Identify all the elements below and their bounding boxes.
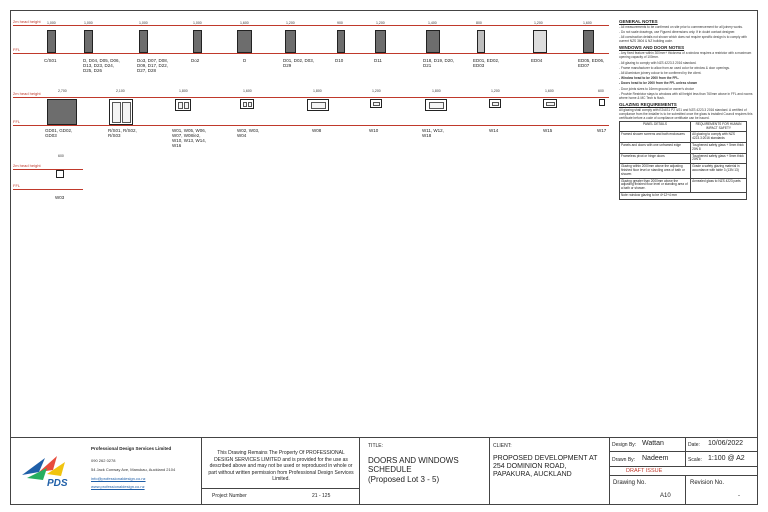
drawing-title: DOORS AND WINDOWS SCHEDULE: [368, 456, 459, 474]
dim-r2-7: 1,800: [432, 89, 441, 93]
window-w11: [425, 99, 447, 111]
dim-r2-2: 2,100: [116, 89, 125, 93]
table-cell: Annealed glass to NZS 4223 parts: [691, 178, 747, 192]
glazing-note: All glazing shall comply with E2/AS1 P2 4/21 and NZS 4223.3 2016 standard. A certified of compliance from the installer is to be submitted once the glass is installed Council requires this certificate before a code of compliance certificate can be issued.: [619, 107, 753, 120]
scale-value: 1:100 @ A2: [708, 455, 745, 462]
scale-cell: [685, 451, 757, 466]
dim-r2-4: 1,600: [243, 89, 252, 93]
ffl-line: [13, 53, 609, 54]
date-value: 10/06/2022: [708, 440, 744, 447]
table-header-cell: PANEL DETAILS: [620, 121, 691, 132]
door-ed04: [533, 30, 547, 53]
door-d01: [285, 30, 296, 53]
wd-notes-title: WINDOWS AND DOOR NOTES: [619, 45, 685, 51]
table-cell: Grade a safety glazing material in accordance with table 3 (13N 13): [691, 164, 747, 178]
table-cell: Toughened safety glass + 5mm thick 20N 8: [691, 153, 747, 164]
window-w03: [56, 170, 64, 178]
table-cell: Panels and doors with one unframed edge: [620, 143, 691, 154]
table-row: [620, 193, 747, 200]
ffl-line-2: [13, 125, 609, 126]
design-by-label: Design By:: [612, 442, 637, 448]
company-cell: [89, 438, 201, 505]
dim-r2-8: 1,200: [491, 89, 500, 93]
drawing-subtitle: (Proposed Lot 3 - 5): [368, 475, 440, 484]
table-cell: All glazing to comply with NZS 4223.3:2016 standards: [691, 132, 747, 143]
label-w17: W17: [597, 128, 607, 133]
company-name: Professional Design Services Limited: [91, 446, 172, 451]
table-cell: Note: window glazing to be 4+12+4 mm: [620, 193, 747, 200]
issue-status: DRAFT ISSUE: [626, 468, 663, 474]
dim-12: 1,600: [583, 21, 592, 25]
head-height-label-3: 2m head height: [13, 163, 41, 168]
table-cell: Glazing within 2000mm above the adjusting finished floor level or standing area of bath or shower.: [620, 164, 691, 178]
head-line-2: [13, 97, 609, 98]
window-w01: [175, 99, 191, 111]
door-d: [84, 30, 93, 53]
door-do3: [139, 30, 148, 53]
table-cell: Glazing greater than 2000mm above the adjusting finished floor level or standing area of a bath or shower.: [620, 178, 691, 192]
window-w08: [307, 99, 329, 111]
dim-7: 900: [337, 21, 343, 25]
label-rs01: R/S01, R/S02, R/S03: [108, 128, 137, 138]
glazing-table: [619, 121, 747, 200]
dim-3: 1,000: [139, 21, 148, 25]
drawn-by-cell: [609, 451, 685, 466]
drawing-no-value: A10: [660, 493, 671, 499]
project-number: 21 - 125: [312, 493, 331, 499]
dim-r2-5: 1,800: [313, 89, 322, 93]
table-row: [620, 143, 747, 154]
door-ed05: [583, 30, 594, 53]
client-label: CLIENT:: [493, 443, 512, 449]
general-note: - All measurements to be confirmed on site prior to commencement for all joinery works.: [619, 25, 743, 29]
window-w10: [370, 99, 382, 108]
table-row: [620, 153, 747, 164]
label-w02: W02, W03, W04: [237, 128, 260, 138]
label-d01: D01, D02, D03, D29: [283, 58, 315, 68]
head-line-3: [13, 169, 83, 170]
glazing-title: GLAZING REQUIREMENTS: [619, 101, 677, 107]
label-w08: W08: [312, 128, 322, 133]
label-w03: W03: [55, 195, 65, 200]
label-ed01: ED01, ED02, ED03: [473, 58, 500, 68]
label-do2: Do2: [191, 58, 200, 63]
notes-panel: [619, 17, 755, 200]
dim-5: 1,600: [240, 21, 249, 25]
copyright-text: This Drawing Remains The Property Of PROFESSIONAL DESIGN SERVICES LIMITED and is provided for the use as described above and may not be used or reproduced in whole or part without written permission from Professional Design Services Limited.: [208, 450, 354, 482]
design-by-value: Wattan: [642, 440, 664, 447]
revision-cell: [685, 475, 757, 505]
logo-text: PDS: [47, 478, 68, 489]
garage-door: [47, 99, 77, 125]
label-d: D, D04, D05, D06, D13, D23, D24, D25, D26: [83, 58, 120, 73]
door-d10: [337, 30, 345, 53]
label-w15: W15: [543, 128, 553, 133]
dim-11: 1,200: [534, 21, 543, 25]
revision-label: Revision No.: [690, 480, 725, 486]
label-w01: W01, W05, W06, W07, W08/e2, W10, W13, W14, W16: [172, 128, 207, 148]
company-address: 54 Jack Conway Ave, Manukau, Auckland 2104: [91, 467, 176, 472]
dim-1: 1,000: [47, 21, 56, 25]
client-name: PROPOSED DEVELOPMENT AT 254 DOMINION ROAD, PAPAKURA, AUCKLAND: [493, 455, 598, 478]
label-d10: D10: [335, 58, 344, 63]
general-notes-title: GENERAL NOTES: [619, 19, 658, 24]
project-number-cell: [201, 488, 359, 505]
dim-8: 1,200: [376, 21, 385, 25]
window-w15: [543, 99, 557, 108]
drawing-no-cell: [609, 475, 685, 505]
wd-note: - Any fixed feature within 300mm+ thickness of a window requires a restrictor with a maximum opening capacity of 100mm.: [619, 51, 752, 60]
drawn-by-value: Nadeem: [642, 455, 669, 462]
label-do3: Do3, D07, D08, D09, D17, D22, D27, D28: [137, 58, 169, 73]
dim-6: 1,200: [286, 21, 295, 25]
table-row: [620, 178, 747, 192]
table-cell: Frameless pivot or hinge doors: [620, 153, 691, 164]
slider-rs01: [109, 99, 133, 125]
general-note: - Do not scale drawings, use Figured dimensions only. If in doubt contact designer.: [619, 30, 736, 35]
label-w10: W10: [369, 128, 379, 133]
title-block: [11, 437, 757, 505]
copyright-cell: [201, 438, 359, 488]
window-w17: [599, 99, 605, 106]
company-phone: 090 262 0278: [91, 458, 116, 463]
table-header-cell: REQUIREMENTS FOR HUMAN IMPACT SAFETY: [691, 121, 747, 132]
table-row: [620, 164, 747, 178]
design-by-cell: [609, 438, 685, 451]
dim-r2-6: 1,200: [372, 89, 381, 93]
project-number-label: Project Number: [212, 493, 247, 499]
drawing-no-label: Drawing No.: [613, 480, 647, 486]
wd-note: - Door joints sizes to 16mm ground or owner's choice: [619, 86, 695, 91]
date-label: Date:: [688, 442, 700, 448]
date-cell: [685, 438, 757, 451]
dim-r3-1: 600: [58, 154, 64, 158]
ffl-line-3: [13, 189, 83, 190]
head-height-label: 2m head height: [13, 19, 41, 24]
dim-4: 1,000: [193, 21, 202, 25]
wd-note: - Window head to be 2000 from the FFL.: [619, 76, 680, 81]
client-cell: [489, 438, 609, 505]
table-cell: Toughened safety glass + 5mm thick 20N 8: [691, 143, 747, 154]
company-email[interactable]: info@professionaldesign.co.nz: [91, 476, 146, 481]
wd-note: - Frame manufacturer to allow from an used color for window & door openings.: [619, 65, 730, 70]
door-ed01: [477, 30, 485, 53]
label-ed04: ED04: [531, 58, 543, 63]
wd-note: - Provide Restrictor stays to windows with sill height less than 760mm above in FFL and rooms where home & MC Tech is flush.: [619, 91, 753, 100]
table-row: [620, 132, 747, 143]
door-double: [237, 30, 252, 53]
wd-note: - Doors head to be 2000 from the FFL unless shown: [619, 81, 698, 86]
general-note: - All construction details not shown which does not require specific design is to comply with current NZS 3604 & NZ building code.: [619, 35, 747, 44]
drawing-sheet: [10, 10, 758, 505]
label-ed05: ED05, ED06, ED07: [578, 58, 605, 68]
title-cell: [359, 438, 489, 505]
label-gd01: GD01, GD02, GD03: [45, 128, 73, 138]
ffl-label: FFL: [13, 47, 21, 52]
revision-value: -: [738, 493, 740, 499]
dim-r2-3: 1,800: [179, 89, 188, 93]
dim-10: 800: [476, 21, 482, 25]
window-w02: [240, 99, 254, 109]
head-line: [13, 25, 609, 26]
label-w14: W14: [489, 128, 499, 133]
company-website[interactable]: www.professionaldesign.co.nz: [91, 484, 145, 489]
label-d11: D11: [374, 58, 382, 63]
door-d11: [375, 30, 386, 53]
scale-label: Scale:: [688, 457, 702, 463]
label-d18: D18, D19, D20, D21: [423, 58, 455, 68]
table-cell: Framed shower screens and bath enclosures: [620, 132, 691, 143]
dim-9: 1,400: [428, 21, 437, 25]
dim-r2-9: 1,600: [545, 89, 554, 93]
issue-cell: [609, 466, 757, 475]
title-label: TITLE:: [368, 443, 384, 449]
door-do2: [193, 30, 202, 53]
door-cs01: [47, 30, 56, 53]
dim-r2-10: 600: [598, 89, 604, 93]
ffl-label-2: FFL: [13, 119, 21, 124]
wd-note: - All glazing to comply with NZS 4223.3 2016 standard.: [619, 60, 697, 65]
drawn-by-label: Drawn By:: [612, 457, 636, 463]
ffl-label-3: FFL: [13, 183, 21, 188]
label-d-only: D: [243, 58, 247, 63]
dim-r2-1: 2,700: [58, 89, 67, 93]
label-cs01: C/S01: [44, 58, 57, 63]
head-height-label-2: 2m head height: [13, 91, 41, 96]
dim-2: 1,000: [84, 21, 93, 25]
window-w14: [489, 99, 501, 108]
label-w11: W11, W12, W18: [422, 128, 444, 138]
table-header-row: [620, 121, 747, 132]
door-d18: [426, 30, 440, 53]
logo-cell: [11, 438, 89, 505]
wd-note: - All Aluminium joinery colour to be confirmed by the client.: [619, 70, 702, 75]
